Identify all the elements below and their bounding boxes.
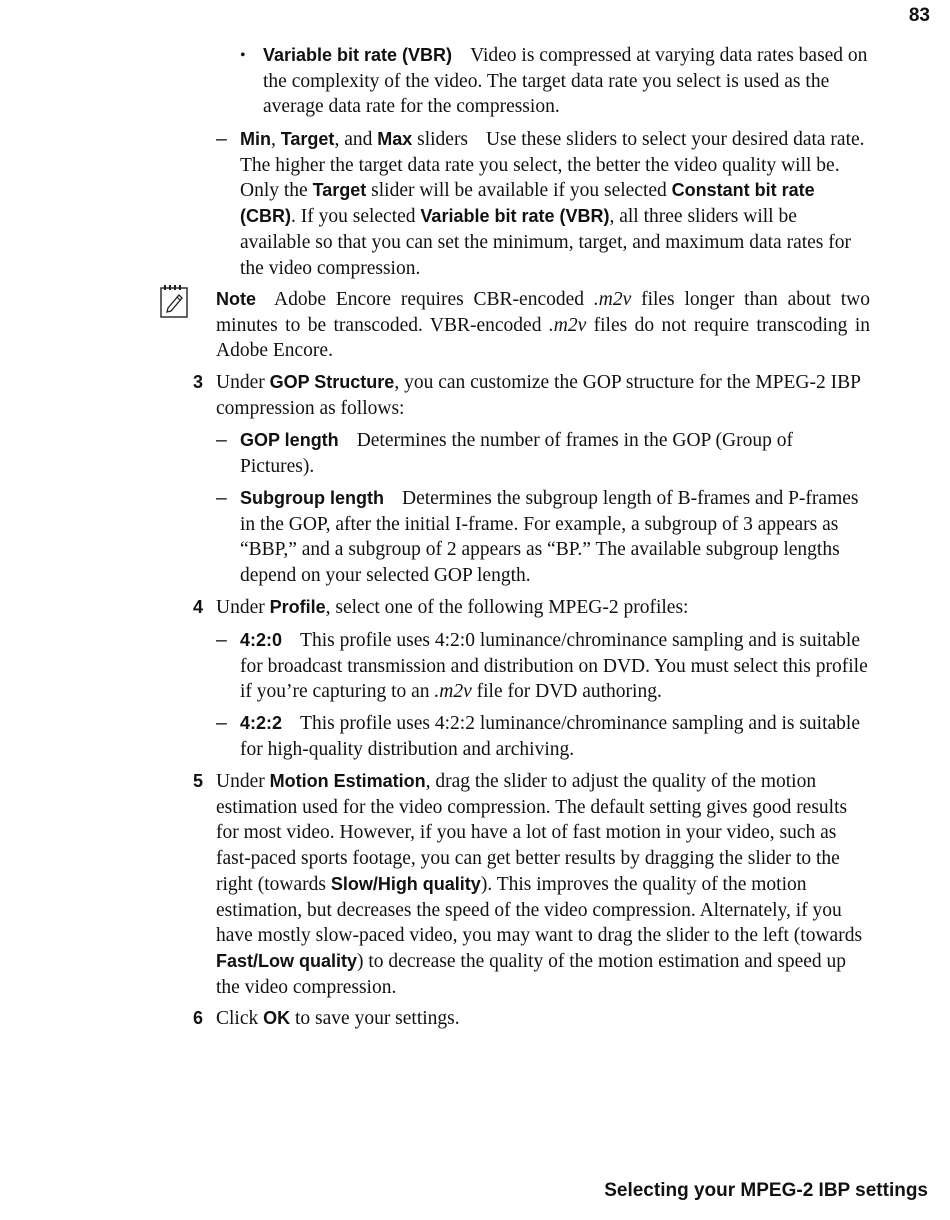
list-item-text: Variable bit rate (VBR) Video is compressed at varying data rates based on the complexity of the video. The target data rate you select is used as the average data rate for the compression.: [263, 45, 868, 118]
page-number: 83: [908, 5, 930, 26]
dash-marker: –: [216, 128, 227, 150]
step-text: Under Motion Estimation, drag the slider to adjust the quality of the motion estimation used for the video compression. The default setting gives good results for most video. However, if you have a lot of fast motion in your video, such as fast-paced sports footage, you can get better results by dragging the slider to the right (towards Slow/High quality). This improves the quality of the motion estimation, but decreases the speed of the video compression. Alternately, if you have mostly slow-paced video, you may want to drag the slider to the left (towards Fast/Low quality) to decrease the quality of the motion estimation and speed up the video compression.: [216, 771, 863, 998]
bullet-marker: •: [240, 47, 246, 64]
dash-marker: –: [216, 429, 227, 451]
step-number: 6: [193, 1008, 204, 1028]
step-number: 5: [193, 771, 204, 791]
dash-marker: –: [216, 487, 227, 509]
term-vbr: Variable bit rate (VBR): [263, 45, 453, 65]
step-text: Click OK to save your settings.: [216, 1008, 460, 1029]
step-number: 4: [193, 597, 204, 617]
note-pencil-icon: [159, 284, 189, 318]
note-text: Note Adobe Encore requires CBR-encoded .m2v files longer than about two minutes to be transcoded. VBR-encoded .m2v files do not require transcoding in Adobe Encore.: [216, 289, 870, 362]
list-item-text: 4:2:2 This profile uses 4:2:2 luminance/chrominance sampling and is suitable for high-quality distribution and archiving.: [240, 713, 860, 760]
list-item-text: Subgroup length Determines the subgroup length of B-frames and P-frames in the GOP, after the initial I-frame. For example, a subgroup of 3 appears as “BBP,” and a subgroup of 2 appears as “BP.” The available subgroup lengths depend on your selected GOP length.: [240, 488, 859, 587]
step-text: Under Profile, select one of the following MPEG-2 profiles:: [216, 597, 689, 618]
dash-marker: –: [216, 629, 227, 651]
dash-marker: –: [216, 712, 227, 734]
list-item-text: 4:2:0 This profile uses 4:2:0 luminance/chrominance sampling and is suitable for broadcast transmission and distribution on DVD. You must select this profile if you’re capturing to an .m2v file for DVD authoring.: [240, 630, 868, 703]
list-item-text: Min, Target, and Max sliders Use these sliders to select your desired data rate. The higher the target data rate you select, the better the video quality will be. Only the Target slider will be available if you selected Constant bit rate (CBR). If you selected Variable bit rate (VBR), all three sliders will be available so that you can set the minimum, target, and maximum data rates for the video compression.: [240, 129, 865, 279]
note-label: Note: [216, 289, 256, 309]
list-item-text: GOP length Determines the number of frames in the GOP (Group of Pictures).: [240, 430, 793, 477]
step-number: 3: [193, 372, 204, 392]
running-footer: Selecting your MPEG-2 IBP settings: [604, 1180, 928, 1201]
step-text: Under GOP Structure, you can customize the GOP structure for the MPEG-2 IBP compression as follows:: [216, 372, 861, 419]
